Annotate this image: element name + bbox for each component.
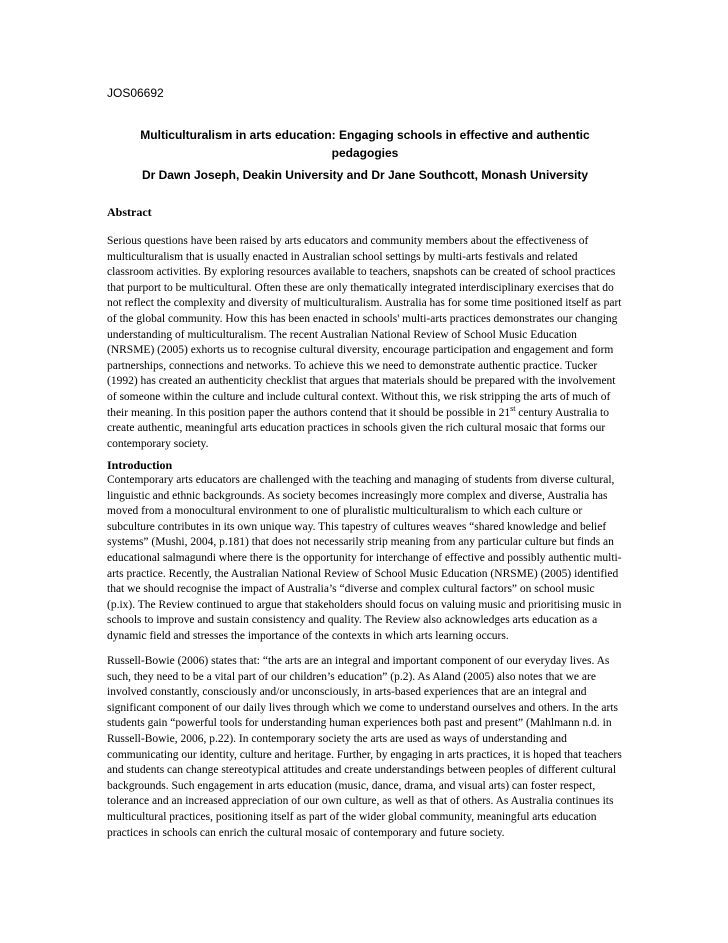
paper-authors: Dr Dawn Joseph, Deakin University and Dr Jane Southcott, Monash University: [141, 168, 589, 182]
abstract-heading: Abstract: [107, 205, 152, 219]
abstract-paragraph: [107, 234, 623, 452]
abstract-text-part-1: Serious questions have been raised by arts educators and community members about the effectiveness of multiculturalism that is usually enacted in Australian school settings by multi-arts festivals and related classroom activities. By exploring resources available to teachers, snapshots can be created of school practices that purport to be multicultural. Often these are only thematically integrated interdisciplinary exercises that do not reflect the complexity and diversity of multiculturalism. Australia has for some time positioned itself as part of the global community. How this has been enacted in schools' multi-arts practices demonstrates our changing understanding of multiculturalism. The recent Australian National Review of School Music Education (NRSME) (2005) exhorts us to recognise cultural diversity, encourage participation and engagement and form partnerships, connections and networks. To achieve this we need to demonstrate authentic practice. Tucker (1992) has created an authenticity checklist that argues that materials should be prepared with the involvement of someone within the culture and include cultural context. Without this, we risk stripping the arts of much of their meaning. In this position paper the authors contend that it should be possible in 21: [107, 235, 622, 419]
document-id: JOS06692: [107, 86, 164, 100]
abstract-superscript: st: [510, 403, 516, 413]
abstract-text-part-2: century Australia to create authentic, meaningful arts education practices in schools given the rich cultural mosaic that forms our contemporary society.: [107, 406, 609, 450]
paper-title: Multiculturalism in arts education: Engaging schools in effective and authentic pedagogies: [140, 128, 590, 160]
introduction-paragraph-1: Contemporary arts educators are challenged with the teaching and managing of students from diverse cultural, linguistic and ethnic backgrounds. As society becomes increasingly more complex and diverse, Australia has moved from a monocultural environment to one of pluralistic multiculturalism to which each culture or subculture contributes in its own unique way. This tapestry of cultures weaves “shared knowledge and belief systems” (Mushi, 2004, p.181) that does not necessarily strip meaning from any particular culture but finds an educational salmagundi where there is the opportunity for interchange of effective and possibly authentic multi-arts practice. Recently, the Australian National Review of School Music Education (NRSME) (2005) identified that we should recognise the impact of Australia’s “diverse and complex cultural factors” on school music (p.ix). The Review continued to argue that stakeholders should focus on valuing music and prioritising music in schools to improve and sustain consistency and quality. The Review also acknowledges arts education as a dynamic field and stresses the importance of the contexts in which arts learning occurs.: [107, 474, 622, 642]
introduction-heading: Introduction: [107, 458, 173, 472]
introduction-paragraph-2: Russell-Bowie (2006) states that: “the arts are an integral and important component of our everyday lives. As such, they need to be a vital part of our children’s education” (p.2). As Aland (2005) also notes that we are involved constantly, consciously and/or unconsciously, in arts-based experiences that are an integral and significant component of our daily lives through which we come to understand ourselves and others. In the arts students gain “powerful tools for understanding human experiences both past and present” (Mahlmann n.d. in Russell-Bowie, 2006, p.22). In contemporary society the arts are used as ways of understanding and communicating our identity, culture and heritage. Further, by engaging in arts practices, it is hoped that teachers and students can change stereotypical attitudes and create understandings between peoples of different cultural backgrounds. Such engagement in arts education (music, dance, drama, and visual arts) can foster respect, tolerance and an increased appreciation of our own culture, as well as that of others. As Australia continues its multicultural practices, positioning itself as part of the wider global community, meaningful arts education practices in schools can enrich the cultural mosaic of contemporary and future society.: [107, 655, 622, 839]
